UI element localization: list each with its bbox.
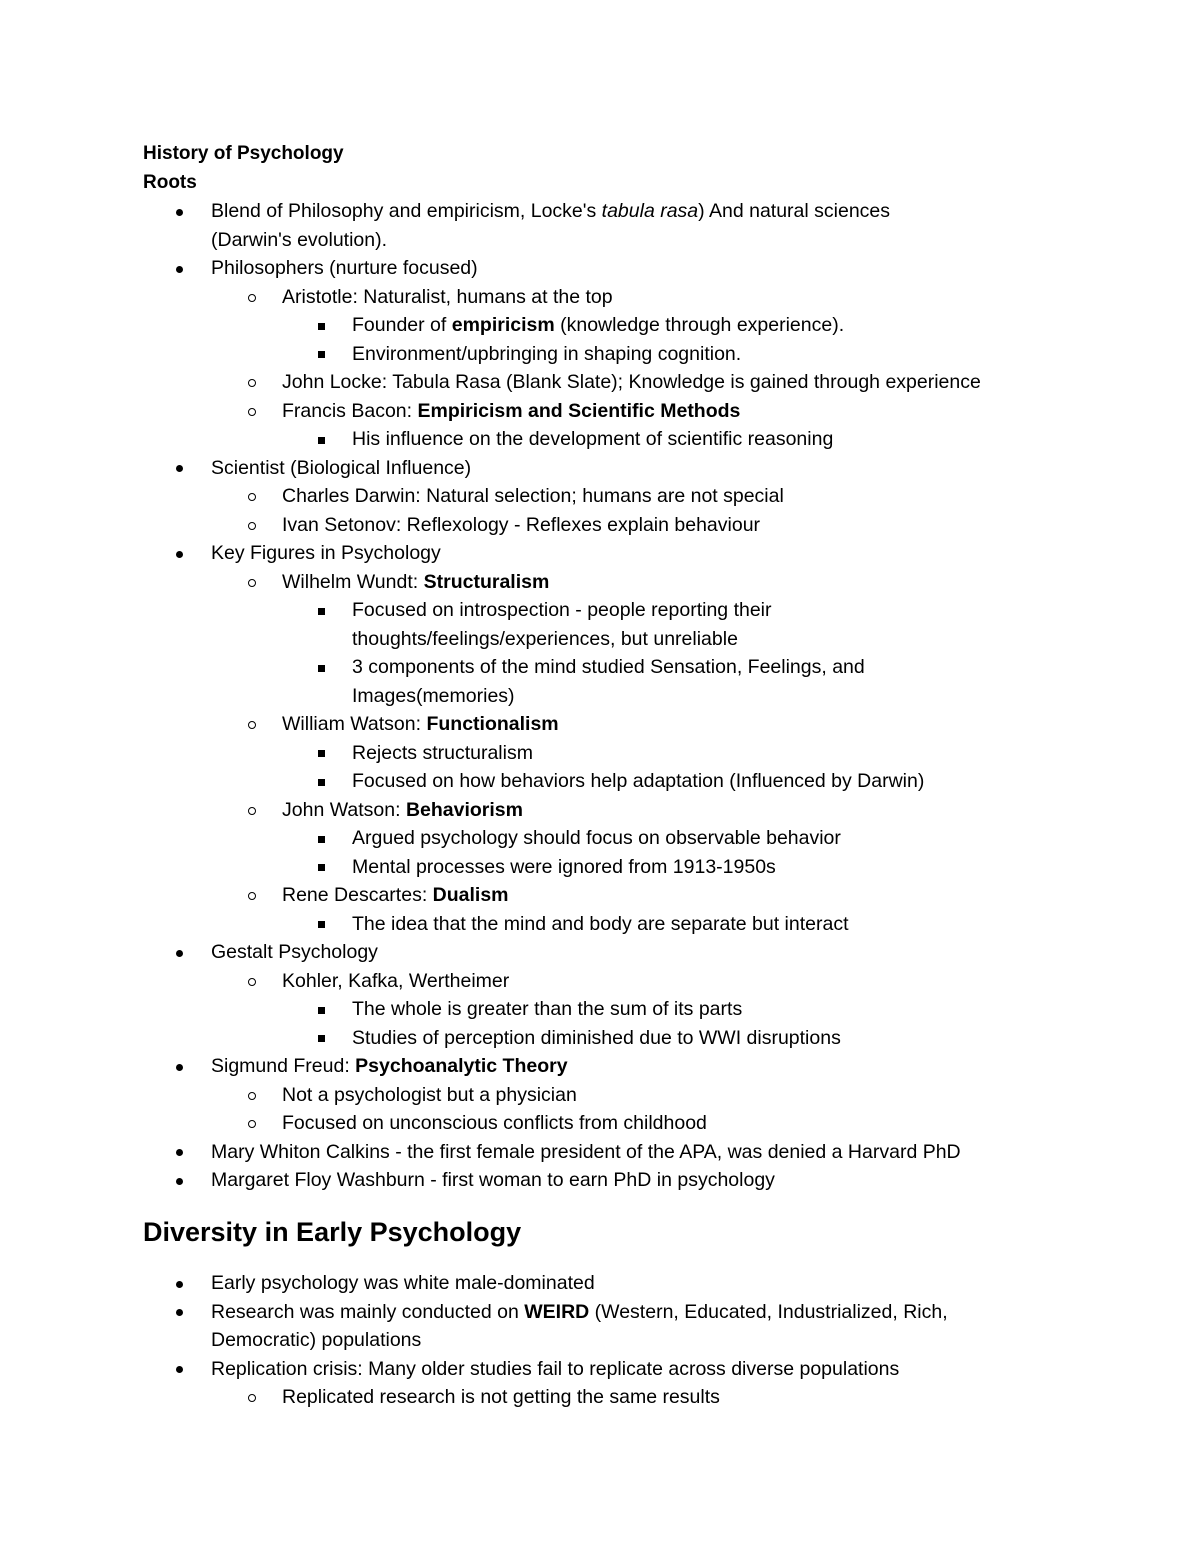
- list-item: [282, 397, 740, 426]
- item-text: Mental processes were ignored from 1913-1950s: [352, 855, 776, 878]
- list-item: [352, 767, 924, 796]
- bullet-circle-icon: [248, 283, 256, 312]
- bullet-square-icon: [318, 824, 325, 853]
- item-text: Replicated research is not getting the same results: [282, 1386, 720, 1408]
- bullet-square-icon: [318, 311, 325, 340]
- list-item: [282, 283, 613, 312]
- list-item: [211, 1138, 961, 1167]
- list-item: [352, 739, 533, 768]
- bullet-circle-icon: [248, 967, 256, 996]
- list-item: [282, 511, 760, 540]
- item-text: Democratic) populations: [211, 1329, 422, 1351]
- bullet-square-icon: [318, 767, 325, 796]
- item-text: Wilhelm Wundt:: [282, 570, 424, 593]
- item-text: John Locke: Tabula Rasa (Blank Slate); Knowledge is gained through experience: [282, 371, 981, 393]
- item-text: Research was mainly conducted on: [211, 1300, 525, 1323]
- bullet-dot-icon: [176, 539, 183, 568]
- item-text: Scientist (Biological Influence): [211, 456, 472, 479]
- bold-term: Empiricism and Scientific Methods: [417, 399, 741, 422]
- bold-term: empiricism: [451, 314, 555, 336]
- list-item-continuation: [211, 1326, 421, 1355]
- bullet-dot-icon: [176, 1166, 183, 1195]
- list-item: [352, 824, 841, 853]
- item-text: Margaret Floy Washburn - first woman to earn PhD in psychology: [211, 1169, 775, 1191]
- bullet-circle-icon: [248, 710, 256, 739]
- list-item: [211, 197, 890, 226]
- item-text: Ivan Setonov: Reflexology - Reflexes explain behaviour: [282, 513, 761, 536]
- list-item: [352, 311, 844, 340]
- bullet-dot-icon: [176, 1052, 183, 1081]
- bullet-dot-icon: [176, 1269, 183, 1298]
- bullet-square-icon: [318, 653, 325, 682]
- list-item: [352, 596, 772, 625]
- bold-term: Functionalism: [426, 713, 559, 735]
- bullet-square-icon: [318, 853, 325, 882]
- bullet-circle-icon: [248, 482, 256, 511]
- list-item: [282, 796, 523, 825]
- list-item: [211, 1052, 568, 1081]
- list-item: [211, 1355, 899, 1384]
- item-text: Mary Whiton Calkins - the first female president of the APA, was denied a Harvard PhD: [211, 1140, 961, 1163]
- item-text: Sigmund Freud:: [211, 1055, 356, 1077]
- list-item: [282, 482, 784, 511]
- list-item: [211, 539, 441, 568]
- item-text: Replication crisis: Many older studies fail to replicate across diverse populations: [211, 1357, 900, 1380]
- item-text: Environment/upbringing in shaping cognition.: [352, 342, 742, 365]
- bullet-square-icon: [318, 739, 325, 768]
- item-text: 3 components of the mind studied Sensation, Feelings, and: [352, 656, 865, 678]
- bullet-circle-icon: [248, 568, 256, 597]
- item-text: Focused on unconscious conflicts from childhood: [282, 1112, 707, 1134]
- bullet-square-icon: [318, 995, 325, 1024]
- list-item: [211, 1269, 595, 1298]
- list-item: [352, 425, 833, 454]
- item-text: Studies of perception diminished due to WWI disruptions: [352, 1026, 841, 1049]
- bullet-square-icon: [318, 1024, 325, 1053]
- bullet-circle-icon: [248, 368, 256, 397]
- bullet-dot-icon: [176, 1355, 183, 1384]
- document-title: History of Psychology: [143, 143, 344, 164]
- bullet-dot-icon: [176, 1298, 183, 1327]
- bullet-square-icon: [318, 910, 325, 939]
- item-text: Early psychology was white male-dominated: [211, 1272, 595, 1294]
- item-text: The idea that the mind and body are separate but interact: [352, 912, 849, 935]
- list-item: [211, 454, 471, 483]
- list-item: [211, 254, 478, 283]
- bold-term: WEIRD: [524, 1300, 590, 1323]
- list-item: [282, 368, 981, 397]
- item-text: The whole is greater than the sum of its parts: [352, 998, 743, 1020]
- item-text: Kohler, Kafka, Wertheimer: [282, 969, 510, 992]
- list-item: [282, 1081, 577, 1110]
- list-item: [352, 995, 742, 1024]
- list-item: [282, 710, 559, 739]
- item-text: Philosophers (nurture focused): [211, 257, 478, 279]
- item-text: Not a psychologist but a physician: [282, 1083, 577, 1106]
- item-text: Key Figures in Psychology: [211, 542, 441, 564]
- section-heading-diversity: Diversity in Early Psychology: [143, 1217, 522, 1247]
- list-item: [211, 938, 378, 967]
- item-text: Gestalt Psychology: [211, 941, 378, 963]
- item-text: Argued psychology should focus on observable behavior: [352, 827, 841, 849]
- item-text: His influence on the development of scientific reasoning: [352, 428, 834, 450]
- item-text: Images(memories): [352, 684, 515, 707]
- list-item: [282, 1109, 707, 1138]
- item-text: (knowledge through experience).: [554, 314, 845, 336]
- item-text: William Watson:: [282, 713, 427, 735]
- item-text: Aristotle: Naturalist, humans at the top: [282, 285, 613, 308]
- bullet-circle-icon: [248, 397, 256, 426]
- list-item: [282, 967, 509, 996]
- bold-term: Structuralism: [423, 570, 550, 593]
- section-heading-roots: Roots: [143, 172, 197, 193]
- list-item: [282, 568, 549, 597]
- item-text: Francis Bacon:: [282, 399, 418, 422]
- bullet-circle-icon: [248, 511, 256, 540]
- list-item: [352, 1024, 841, 1053]
- list-item: [282, 881, 509, 910]
- item-text: Charles Darwin: Natural selection; humans are not special: [282, 485, 784, 507]
- bullet-square-icon: [318, 425, 325, 454]
- list-item: [352, 853, 776, 882]
- item-text: Focused on introspection - people reporting their: [352, 599, 772, 621]
- bullet-circle-icon: [248, 1081, 256, 1110]
- item-text: Founder of: [352, 314, 452, 336]
- bold-term: Psychoanalytic Theory: [355, 1055, 568, 1077]
- list-item: [352, 910, 849, 939]
- bold-term: Behaviorism: [405, 798, 523, 821]
- item-text: Rene Descartes:: [282, 884, 433, 906]
- item-text: Rejects structuralism: [352, 741, 533, 764]
- bullet-dot-icon: [176, 938, 183, 967]
- bullet-dot-icon: [176, 197, 183, 226]
- item-text: thoughts/feelings/experiences, but unreliable: [352, 627, 738, 650]
- bold-term: Dualism: [432, 884, 509, 906]
- bullet-circle-icon: [248, 1109, 256, 1138]
- list-item: [211, 1166, 775, 1195]
- list-item: [352, 340, 741, 369]
- bullet-circle-icon: [248, 881, 256, 910]
- list-item-continuation: [211, 226, 387, 255]
- item-text: (Western, Educated, Industrialized, Rich,: [589, 1300, 948, 1323]
- bullet-circle-icon: [248, 1383, 256, 1412]
- bullet-dot-icon: [176, 454, 183, 483]
- item-text: Focused on how behaviors help adaptation (Influenced by Darwin): [352, 770, 925, 792]
- bullet-dot-icon: [176, 254, 183, 283]
- item-text: John Watson:: [282, 798, 406, 821]
- bullet-circle-icon: [248, 796, 256, 825]
- italic-term: tabula rasa: [601, 200, 699, 222]
- list-item: [282, 1383, 720, 1412]
- list-item: [211, 1298, 948, 1327]
- list-item-continuation: [352, 682, 515, 711]
- item-text: ) And natural sciences: [698, 200, 891, 222]
- list-item: [352, 653, 865, 682]
- list-item-continuation: [352, 625, 738, 654]
- bullet-square-icon: [318, 340, 325, 369]
- bullet-square-icon: [318, 596, 325, 625]
- item-text: Blend of Philosophy and empiricism, Locke's: [211, 200, 602, 222]
- bullet-dot-icon: [176, 1138, 183, 1167]
- item-text: (Darwin's evolution).: [211, 228, 388, 251]
